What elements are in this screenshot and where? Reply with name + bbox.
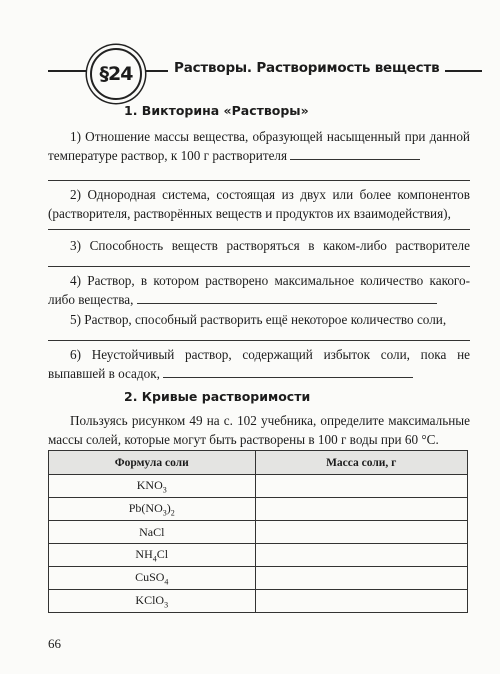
quiz-item-6 <box>48 345 470 383</box>
solubility-table <box>48 450 468 613</box>
mass-input-cell[interactable] <box>255 498 467 521</box>
formula-cell: CuSO$_4$ <box>49 567 256 590</box>
quiz-item-4 <box>48 271 470 309</box>
formula-cell: NaCl <box>49 521 256 544</box>
quiz-item-1-text: 1) Отношение массы вещества, образующей насыщенный при данной температуре раствор, к 100 г растворителя <box>48 129 470 163</box>
header-mass: Масса соли, г <box>255 451 467 475</box>
paragraph-badge: §24 <box>90 48 142 100</box>
quiz-item-1 <box>48 127 470 165</box>
table-row <box>49 498 468 521</box>
answer-blank-6[interactable] <box>163 366 413 378</box>
quiz-item-2-text: 2) Однородная система, состоящая из двух или более компонентов (растворителя, растворённых веществ и продуктов их взаимодействия), <box>48 187 470 221</box>
mass-input-cell[interactable] <box>255 521 467 544</box>
mass-input-cell[interactable] <box>255 590 467 613</box>
formula-cell: $KNO_3$ <box>49 475 256 498</box>
table-header-row <box>49 451 468 475</box>
section2-title: 2. Кривые растворимости <box>124 389 311 404</box>
mass-input-cell[interactable] <box>255 544 467 567</box>
answer-line-3[interactable] <box>48 266 470 267</box>
table-row <box>49 475 468 498</box>
quiz-item-3-text: 3) Способность веществ растворяться в каком-либо растворителе <box>70 238 470 253</box>
quiz-item-5 <box>48 310 470 329</box>
quiz-item-3 <box>48 236 470 255</box>
quiz-item-5-text: 5) Раствор, способный растворить ещё некоторое количество соли, <box>70 312 447 327</box>
table-row <box>49 567 468 590</box>
table-row <box>49 590 468 613</box>
answer-line-1[interactable] <box>48 180 470 181</box>
formula-cell: $NH_4Cl$ <box>49 544 256 567</box>
header-formula: Формула соли <box>49 451 256 475</box>
section1-title: 1. Викторина «Растворы» <box>124 103 309 118</box>
answer-blank-4[interactable] <box>137 292 437 304</box>
quiz-item-4-text: 4) Раствор, в котором растворено максимальное количество какого-либо вещества, <box>48 273 470 307</box>
mass-input-cell[interactable] <box>255 475 467 498</box>
answer-blank-1[interactable] <box>290 148 420 160</box>
task-text: Пользуясь рисунком 49 на с. 102 учебника, определите максимальные массы солей, которые могут быть растворены в 100 г воды при 60 °С. <box>48 413 470 447</box>
quiz-item-2 <box>48 185 470 223</box>
page-number: 66 <box>48 636 61 651</box>
page-title: Растворы. Растворимость веществ <box>168 60 445 76</box>
answer-line-2[interactable] <box>48 229 470 230</box>
formula-cell: $Pb(NO_3)_2$ <box>49 498 256 521</box>
quiz-item-6-text: 6) Неустойчивый раствор, содержащий избыток соли, пока не выпавшей в осадок, <box>48 347 470 381</box>
table-row <box>49 521 468 544</box>
answer-line-5[interactable] <box>48 340 470 341</box>
formula-cell: KClO$_3$ <box>49 590 256 613</box>
table-row <box>49 544 468 567</box>
mass-input-cell[interactable] <box>255 567 467 590</box>
